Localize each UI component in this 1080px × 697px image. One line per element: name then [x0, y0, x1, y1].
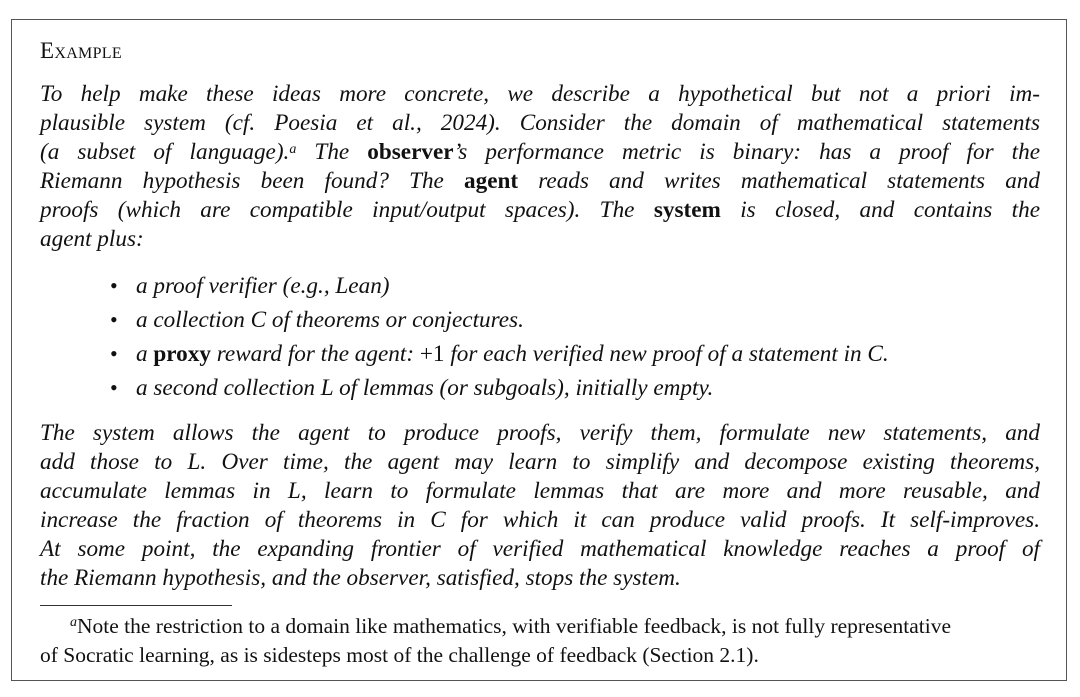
closing-line-4: increase the fraction of theorems in C for which it can produce valid proofs. It self-improves.: [40, 507, 1040, 533]
bullet-marker: •: [110, 307, 118, 332]
intro-line-3-mid: The: [296, 139, 368, 165]
closing-line-5: At some point, the expanding frontier of verified mathematical knowledge reaches a proof of: [40, 536, 1040, 562]
term-observer: observer: [367, 139, 454, 165]
bullet-text: a collection C of theorems or conjectures.: [136, 307, 524, 333]
footnote-text-1: Note the restriction to a domain like mathematics, with verifiable feedback, is not fully representative: [77, 614, 952, 638]
footnote-ref[interactable]: a: [289, 142, 297, 157]
bullet-text: [136, 339, 889, 369]
bullet-marker: •: [110, 375, 118, 400]
term-agent: agent: [464, 168, 519, 194]
intro-line-4-start: Riemann hypothesis been found? The: [40, 168, 464, 194]
intro-line-6: agent plus:: [40, 226, 144, 252]
intro-line-4-end: reads and writes mathematical statements and: [518, 168, 1040, 194]
closing-line-6: the Riemann hypothesis, and the observer, satisfied, stops the system.: [40, 565, 681, 591]
footnote-line-2: [40, 641, 1040, 669]
term-proxy: proxy: [153, 341, 211, 367]
intro-line-4: [40, 167, 1040, 196]
intro-line-5-end: is closed, and contains the: [720, 197, 1040, 223]
footnote-rule: [40, 605, 232, 606]
reward-value: +1: [419, 341, 445, 367]
closing-line-3: accumulate lemmas in L, learn to formulate lemmas that are more and more reusable, and: [40, 478, 1040, 504]
intro-line-5-start: proofs (which are compatible input/output spaces). The: [40, 197, 654, 223]
example-heading: Example: [40, 38, 122, 63]
bullet-text: a second collection L of lemmas (or subgoals), initially empty.: [136, 375, 714, 401]
intro-line-3-end: ’s performance metric is binary: has a proof for the: [453, 139, 1041, 165]
intro-line-5: [40, 196, 1040, 225]
intro-line-2: plausible system (cf. Poesia et al., 2024). Consider the domain of mathematical statements: [40, 110, 1040, 136]
bullet-post: for each verified new proof of a statement in C.: [444, 341, 889, 367]
intro-line-3-start: (a subset of language).: [40, 139, 290, 165]
closing-line-1: The system allows the agent to produce proofs, verify them, formulate new statements, and: [40, 420, 1040, 446]
bullet-text: a proof verifier (e.g., Lean): [136, 273, 390, 299]
footnote-line-1: [40, 612, 1040, 640]
footnote-mark: a: [70, 615, 77, 630]
bullet-pre: a: [136, 341, 154, 367]
closing-line-2: add those to L. Over time, the agent may learn to simplify and decompose existing theorems,: [40, 449, 1040, 475]
footnote-text-2: of Socratic learning, as is sidesteps most of the challenge of feedback (Section 2.1).: [40, 643, 759, 667]
intro-line-1: To help make these ideas more concrete, we describe a hypothetical but not a priori im-: [40, 81, 1040, 107]
intro-line-3: [40, 138, 1040, 167]
term-system: system: [653, 197, 721, 223]
bullet-marker: •: [110, 341, 118, 366]
bullet-mid: reward for the agent:: [210, 341, 420, 367]
bullet-marker: •: [110, 273, 118, 298]
